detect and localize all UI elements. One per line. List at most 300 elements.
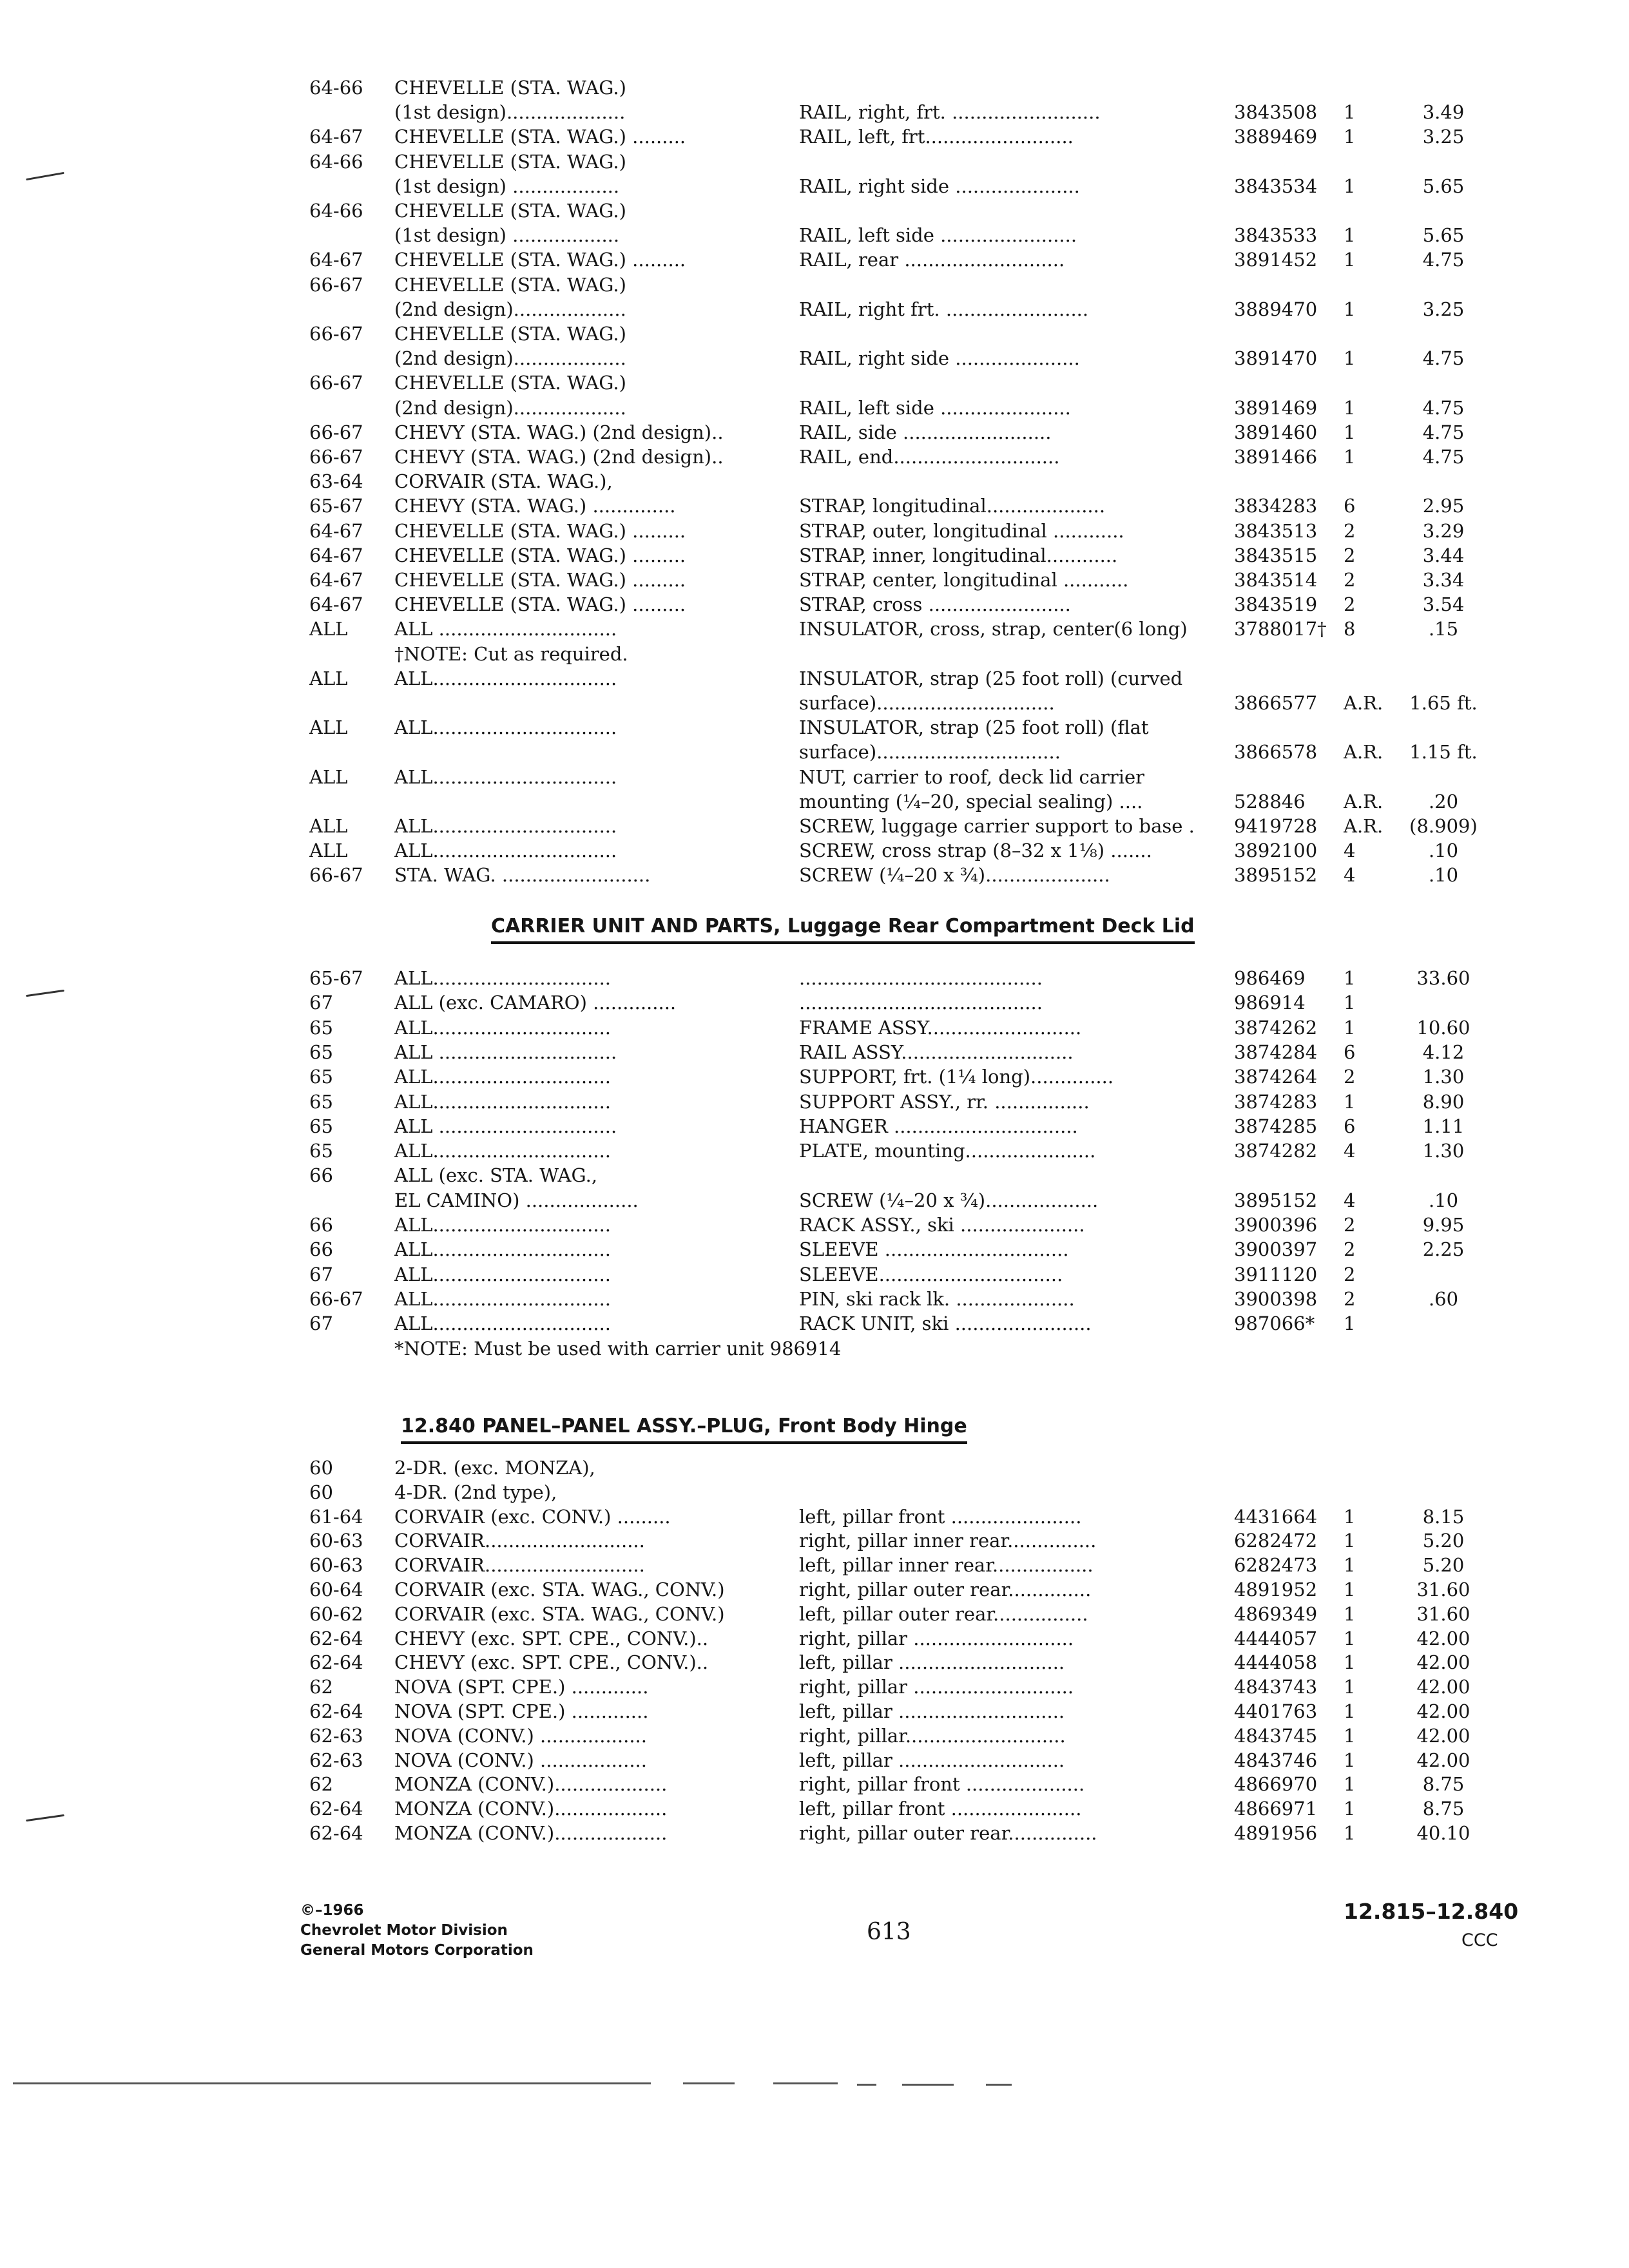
quantity-cell: 6 <box>1344 495 1356 517</box>
part-number-cell: 3891469 <box>1234 396 1318 419</box>
year-cell: 66 <box>309 1238 333 1261</box>
table-row <box>0 1065 1629 1088</box>
table-row <box>0 1529 1629 1552</box>
model-cell: ALL (exc. STA. WAG., <box>394 1164 598 1187</box>
part-number-cell: 3891470 <box>1234 347 1318 370</box>
table-row <box>0 199 1629 222</box>
model-cell: †NOTE: Cut as required. <box>394 642 628 665</box>
year-cell: 62-64 <box>309 1627 363 1649</box>
quantity-cell: 1 <box>1344 1700 1356 1722</box>
model-cell: NOVA (CONV.) .................. <box>394 1724 647 1747</box>
model-cell: (1st design).................... <box>394 101 626 124</box>
quantity-cell: 1 <box>1344 1530 1356 1552</box>
table-row <box>0 1164 1629 1187</box>
table-row <box>0 839 1629 862</box>
year-cell: ALL <box>309 815 348 837</box>
table-row <box>0 1749 1629 1772</box>
description-cell: surface)............................... <box>799 741 1061 764</box>
table-row <box>0 642 1629 666</box>
part-number-cell: 3895152 <box>1234 864 1318 887</box>
quantity-cell: 1 <box>1344 396 1356 419</box>
part-number-cell: 4843743 <box>1234 1676 1318 1698</box>
year-cell: 66 <box>309 1164 333 1187</box>
table-row <box>0 1821 1629 1845</box>
price-cell: 1.30 <box>1422 1140 1465 1162</box>
description-cell: INSULATOR, cross, strap, center(6 long) <box>799 618 1188 640</box>
quantity-cell: 2 <box>1344 544 1356 566</box>
quantity-cell: 1 <box>1344 1724 1356 1747</box>
description-cell: STRAP, cross ........................ <box>799 593 1071 616</box>
part-number-cell: 4866970 <box>1234 1773 1318 1796</box>
model-cell: CHEVELLE (STA. WAG.) <box>394 200 626 222</box>
quantity-cell: 1 <box>1344 101 1356 124</box>
part-number-cell: 9419728 <box>1234 815 1318 837</box>
price-cell: 8.75 <box>1422 1773 1465 1796</box>
price-cell: 5.20 <box>1422 1530 1465 1552</box>
model-cell: CHEVY (exc. SPT. CPE., CONV.).. <box>394 1627 709 1649</box>
description-cell: left, pillar front ...................... <box>799 1505 1082 1528</box>
quantity-cell: 1 <box>1344 175 1356 197</box>
table-row <box>0 1700 1629 1723</box>
price-cell: 1.11 <box>1422 1115 1465 1137</box>
part-number-cell: 3911120 <box>1234 1263 1318 1285</box>
quantity-cell: 4 <box>1344 840 1356 862</box>
description-cell: FRAME ASSY.......................... <box>799 1016 1082 1039</box>
copyright-line: ©–1966 <box>300 1902 364 1919</box>
description-cell: surface).............................. <box>799 692 1055 714</box>
table-row <box>0 863 1629 887</box>
quantity-cell: 2 <box>1344 1263 1356 1285</box>
year-cell: 64-67 <box>309 519 363 542</box>
year-cell: 61-64 <box>309 1505 363 1528</box>
part-number-cell: 3900396 <box>1234 1214 1318 1236</box>
quantity-cell: 1 <box>1344 224 1356 247</box>
quantity-cell: 2 <box>1344 519 1356 542</box>
year-cell: 67 <box>309 992 333 1014</box>
part-number-cell: 3843513 <box>1234 519 1318 542</box>
bottom-rule <box>773 2082 838 2084</box>
price-cell: .20 <box>1428 790 1459 812</box>
quantity-cell: 1 <box>1344 298 1356 320</box>
year-cell: 64-67 <box>309 569 363 591</box>
description-cell: right, pillar ........................... <box>799 1627 1074 1649</box>
description-cell: right, pillar inner rear............... <box>799 1530 1097 1552</box>
table-row <box>0 1505 1629 1528</box>
model-cell: CHEVELLE (STA. WAG.) ......... <box>394 126 686 148</box>
table-row <box>0 76 1629 99</box>
price-cell: 42.00 <box>1416 1749 1470 1771</box>
model-cell: ALL .............................. <box>394 1115 617 1137</box>
description-cell: RACK ASSY., ski ..................... <box>799 1214 1085 1236</box>
year-cell: 66-67 <box>309 372 363 394</box>
model-cell: CHEVELLE (STA. WAG.) <box>394 77 626 99</box>
part-number-cell: 3834283 <box>1234 495 1318 517</box>
price-cell: 9.95 <box>1422 1214 1465 1236</box>
table-row <box>0 1263 1629 1286</box>
part-number-cell: 6282473 <box>1234 1554 1318 1577</box>
part-number-cell: 3874262 <box>1234 1016 1318 1039</box>
year-cell: 65-67 <box>309 495 363 517</box>
year-cell: 67 <box>309 1263 333 1285</box>
price-cell: 4.75 <box>1422 347 1465 370</box>
model-cell: ALL.............................. <box>394 1214 612 1236</box>
model-cell: ALL.............................. <box>394 1238 612 1261</box>
description-cell: right, pillar........................... <box>799 1724 1066 1747</box>
quantity-cell: 1 <box>1344 249 1356 271</box>
description-cell: right, pillar outer rear.............. <box>799 1579 1092 1600</box>
description-cell: right, pillar front .................... <box>799 1773 1085 1796</box>
part-number-cell: 3895152 <box>1234 1189 1318 1211</box>
table-row <box>0 814 1629 838</box>
quantity-cell: 1 <box>1344 967 1356 989</box>
price-cell: 4.75 <box>1422 249 1465 271</box>
price-cell: (8.909) <box>1409 815 1478 837</box>
table-row <box>0 273 1629 296</box>
description-cell: SCREW, luggage carrier support to base . <box>799 815 1195 837</box>
year-cell: 64-66 <box>309 200 363 222</box>
model-cell: ALL............................... <box>394 716 617 739</box>
year-cell: 62-63 <box>309 1749 363 1771</box>
table-row <box>0 1189 1629 1212</box>
year-cell: 66-67 <box>309 273 363 296</box>
description-cell: NUT, carrier to roof, deck lid carrier <box>799 765 1145 788</box>
model-cell: ALL (exc. CAMARO) .............. <box>394 992 677 1014</box>
part-number-cell: 3866578 <box>1234 741 1318 764</box>
table-row <box>0 125 1629 148</box>
bottom-rule <box>683 2082 735 2084</box>
bottom-rule <box>902 2084 954 2086</box>
bottom-rule <box>13 2082 651 2084</box>
model-cell: ALL.............................. <box>394 1312 612 1335</box>
table-row <box>0 1602 1629 1626</box>
description-cell: STRAP, longitudinal.................... <box>799 495 1106 517</box>
model-cell: ALL.............................. <box>394 1066 612 1088</box>
model-cell: CHEVELLE (STA. WAG.) ......... <box>394 593 686 616</box>
description-cell: STRAP, inner, longitudinal............ <box>799 544 1118 566</box>
quantity-cell: 1 <box>1344 446 1356 468</box>
section-title-carrier-unit: CARRIER UNIT AND PARTS, Luggage Rear Compartment Deck Lid <box>491 915 1195 944</box>
price-cell: 3.44 <box>1422 544 1465 566</box>
model-cell: MONZA (CONV.)................... <box>394 1798 668 1820</box>
model-cell: ALL.............................. <box>394 967 612 989</box>
model-cell: (2nd design)................... <box>394 298 626 320</box>
model-cell: ALL.............................. <box>394 1140 612 1162</box>
quantity-cell: 2 <box>1344 1214 1356 1236</box>
price-cell: .15 <box>1428 618 1459 640</box>
price-cell: 1.30 <box>1422 1066 1465 1088</box>
part-number-cell: 3889470 <box>1234 298 1318 320</box>
quantity-cell: 1 <box>1344 1579 1356 1600</box>
model-cell: *NOTE: Must be used with carrier unit 986914 <box>394 1337 842 1360</box>
quantity-cell: 4 <box>1344 1140 1356 1162</box>
quantity-cell: 1 <box>1344 1554 1356 1577</box>
quantity-cell: 2 <box>1344 1287 1356 1310</box>
price-cell: 3.34 <box>1422 569 1465 591</box>
year-cell: 62-64 <box>309 1798 363 1820</box>
section-title-12-840: 12.840 PANEL–PANEL ASSY.–PLUG, Front Body Hinge <box>401 1415 967 1444</box>
footer-publisher <box>300 1901 534 1961</box>
part-number-cell: 3874282 <box>1234 1140 1318 1162</box>
model-cell: MONZA (CONV.)................... <box>394 1773 668 1796</box>
quantity-cell: 1 <box>1344 1773 1356 1796</box>
price-cell: .10 <box>1428 1189 1459 1211</box>
table-row <box>0 790 1629 813</box>
year-cell: 66-67 <box>309 446 363 468</box>
model-cell: CHEVY (exc. SPT. CPE., CONV.).. <box>394 1651 709 1674</box>
part-number-cell: 3843515 <box>1234 544 1318 566</box>
price-cell: 3.54 <box>1422 593 1465 616</box>
quantity-cell: 1 <box>1344 1016 1356 1039</box>
part-number-cell: 4843745 <box>1234 1724 1318 1747</box>
quantity-cell: 1 <box>1344 1676 1356 1698</box>
part-number-cell: 986469 <box>1234 967 1306 989</box>
part-number-cell: 3843534 <box>1234 175 1318 197</box>
year-cell: 67 <box>309 1312 333 1335</box>
description-cell: RAIL, side ......................... <box>799 421 1052 443</box>
part-number-cell: 4891952 <box>1234 1579 1318 1600</box>
year-cell: 65 <box>309 1090 333 1113</box>
part-number-cell: 3874284 <box>1234 1041 1318 1063</box>
quantity-cell: A.R. <box>1344 815 1383 837</box>
part-number-cell: 3891452 <box>1234 249 1318 271</box>
year-cell: 66-67 <box>309 1287 363 1310</box>
year-cell: 60-63 <box>309 1554 363 1577</box>
model-cell: ALL............................... <box>394 667 617 689</box>
table-row <box>0 298 1629 321</box>
year-cell: 64-67 <box>309 249 363 271</box>
part-number-cell: 3843514 <box>1234 569 1318 591</box>
description-cell: left, pillar ............................ <box>799 1749 1065 1771</box>
description-cell: HANGER ............................... <box>799 1115 1078 1137</box>
table-row <box>0 1578 1629 1601</box>
part-number-cell: 4869349 <box>1234 1602 1318 1625</box>
part-number-cell: 3788017† <box>1234 618 1327 640</box>
model-cell: 4-DR. (2nd type), <box>394 1481 557 1503</box>
table-row <box>0 593 1629 616</box>
model-cell: STA. WAG. ......................... <box>394 864 651 887</box>
year-cell: 62 <box>309 1676 333 1698</box>
year-cell: 65-67 <box>309 967 363 989</box>
model-cell: CHEVY (STA. WAG.) (2nd design).. <box>394 446 724 468</box>
price-cell: 5.65 <box>1422 175 1465 197</box>
price-cell: 31.60 <box>1416 1579 1470 1600</box>
table-row <box>0 691 1629 715</box>
year-cell: ALL <box>309 765 348 788</box>
table-row <box>0 1139 1629 1162</box>
part-number-cell: 3874285 <box>1234 1115 1318 1137</box>
model-cell: CHEVELLE (STA. WAG.) <box>394 323 626 345</box>
table-row <box>0 1238 1629 1261</box>
quantity-cell: 1 <box>1344 1090 1356 1113</box>
price-cell: 10.60 <box>1416 1016 1470 1039</box>
model-cell: CHEVELLE (STA. WAG.) ......... <box>394 544 686 566</box>
year-cell: 65 <box>309 1016 333 1039</box>
table-row <box>0 1090 1629 1113</box>
section-range: 12.815–12.840 <box>1344 1899 1519 1924</box>
page-number: 613 <box>867 1919 911 1945</box>
model-cell: ALL............................... <box>394 815 617 837</box>
model-cell: CORVAIR (STA. WAG.), <box>394 470 613 493</box>
model-cell: ALL.............................. <box>394 1263 612 1285</box>
price-cell: 1.15 ft. <box>1409 741 1478 764</box>
price-cell: 42.00 <box>1416 1724 1470 1747</box>
model-cell: CHEVY (STA. WAG.) .............. <box>394 495 676 517</box>
model-cell: ALL .............................. <box>394 1041 617 1063</box>
description-cell: SUPPORT, frt. (1¼ long).............. <box>799 1066 1114 1088</box>
year-cell: 62-64 <box>309 1700 363 1722</box>
price-cell: 8.15 <box>1422 1505 1465 1528</box>
quantity-cell: 1 <box>1344 1822 1356 1844</box>
model-cell: CORVAIR........................... <box>394 1554 645 1577</box>
year-cell: 64-66 <box>309 77 363 99</box>
table-row <box>0 470 1629 493</box>
model-cell: CHEVELLE (STA. WAG.) <box>394 273 626 296</box>
description-cell: right, pillar outer rear............... <box>799 1822 1097 1844</box>
description-cell: SCREW (¼–20 x ¾)..................... <box>799 864 1110 887</box>
year-cell: 60-63 <box>309 1530 363 1552</box>
price-cell: .60 <box>1428 1287 1459 1310</box>
description-cell: INSULATOR, strap (25 foot roll) (flat <box>799 716 1149 739</box>
part-number-cell: 4866971 <box>1234 1798 1318 1820</box>
description-cell: SLEEVE............................... <box>799 1263 1063 1285</box>
description-cell: left, pillar outer rear................ <box>799 1602 1088 1625</box>
table-row <box>0 519 1629 543</box>
year-cell: ALL <box>309 840 348 862</box>
table-row <box>0 991 1629 1014</box>
table-row <box>0 1651 1629 1674</box>
price-cell: 2.25 <box>1422 1238 1465 1261</box>
model-cell: CORVAIR (exc. CONV.) ......... <box>394 1505 671 1528</box>
quantity-cell: 4 <box>1344 1189 1356 1211</box>
description-cell: RACK UNIT, ski ....................... <box>799 1312 1092 1335</box>
part-number-cell: 986914 <box>1234 992 1306 1014</box>
description-cell: RAIL, rear ........................... <box>799 249 1065 271</box>
model-cell: EL CAMINO) ................... <box>394 1189 639 1211</box>
price-cell: 8.90 <box>1422 1090 1465 1113</box>
model-cell: 2-DR. (exc. MONZA), <box>394 1457 595 1479</box>
price-cell: 2.95 <box>1422 495 1465 517</box>
table-row <box>0 371 1629 394</box>
year-cell: 65 <box>309 1115 333 1137</box>
description-cell: ......................................... <box>799 992 1043 1014</box>
price-cell: 42.00 <box>1416 1700 1470 1722</box>
model-cell: CHEVY (STA. WAG.) (2nd design).. <box>394 421 724 443</box>
quantity-cell: 2 <box>1344 1066 1356 1088</box>
price-cell: 40.10 <box>1416 1822 1470 1844</box>
table-row <box>0 966 1629 990</box>
table-row <box>0 101 1629 124</box>
table-row <box>0 1312 1629 1335</box>
part-number-cell: 3889469 <box>1234 126 1318 148</box>
quantity-cell: 1 <box>1344 992 1356 1014</box>
model-cell: NOVA (SPT. CPE.) ............. <box>394 1700 649 1722</box>
table-row <box>0 494 1629 517</box>
division-line: Chevrolet Motor Division <box>300 1922 508 1939</box>
year-cell: 65 <box>309 1140 333 1162</box>
description-cell: PLATE, mounting...................... <box>799 1140 1096 1162</box>
model-cell: CORVAIR........................... <box>394 1530 645 1552</box>
description-cell: left, pillar ............................ <box>799 1651 1065 1674</box>
table-row <box>0 1773 1629 1796</box>
table-row <box>0 322 1629 345</box>
description-cell: RAIL, right side ..................... <box>799 175 1080 197</box>
corporation-line: General Motors Corporation <box>300 1942 534 1959</box>
part-number-cell: 4431664 <box>1234 1505 1318 1528</box>
model-cell: NOVA (CONV.) .................. <box>394 1749 647 1771</box>
table-row <box>0 1337 1629 1360</box>
year-cell: 66 <box>309 1214 333 1236</box>
year-cell: ALL <box>309 667 348 689</box>
quantity-cell: 2 <box>1344 569 1356 591</box>
table-row <box>0 150 1629 173</box>
year-cell: 60-64 <box>309 1579 363 1600</box>
description-cell: RAIL, left, frt......................... <box>799 126 1074 148</box>
model-cell: (2nd design)................... <box>394 396 626 419</box>
model-cell: CHEVELLE (STA. WAG.) <box>394 372 626 394</box>
description-cell: RAIL ASSY............................. <box>799 1041 1074 1063</box>
catalog-code: CCC <box>1461 1930 1498 1950</box>
model-cell: (2nd design)................... <box>394 347 626 370</box>
price-cell: 3.49 <box>1422 101 1465 124</box>
year-cell: 66-67 <box>309 323 363 345</box>
price-cell: 3.25 <box>1422 298 1465 320</box>
table-row <box>0 347 1629 370</box>
part-number-cell: 3891466 <box>1234 446 1318 468</box>
table-row <box>0 396 1629 419</box>
table-row <box>0 1553 1629 1577</box>
model-cell: (1st design) .................. <box>394 224 620 247</box>
price-cell: 42.00 <box>1416 1651 1470 1674</box>
description-cell: left, pillar front ...................... <box>799 1798 1082 1820</box>
quantity-cell: 2 <box>1344 593 1356 616</box>
part-number-cell: 528846 <box>1234 790 1306 812</box>
model-cell: MONZA (CONV.)................... <box>394 1822 668 1844</box>
year-cell: 64-67 <box>309 126 363 148</box>
description-cell: RAIL, left side ....................... <box>799 224 1077 247</box>
table-row <box>0 1797 1629 1820</box>
table-row <box>0 1481 1629 1504</box>
quantity-cell: A.R. <box>1344 741 1383 764</box>
description-cell: STRAP, outer, longitudinal ............ <box>799 519 1124 542</box>
part-number-cell: 3874264 <box>1234 1066 1318 1088</box>
price-cell: 4.12 <box>1422 1041 1465 1063</box>
year-cell: ALL <box>309 716 348 739</box>
model-cell: ALL............................... <box>394 765 617 788</box>
quantity-cell: 1 <box>1344 1312 1356 1335</box>
part-number-cell: 6282472 <box>1234 1530 1318 1552</box>
quantity-cell: 4 <box>1344 864 1356 887</box>
description-cell: ......................................... <box>799 967 1043 989</box>
description-cell: right, pillar ........................... <box>799 1676 1074 1698</box>
table-row <box>0 1041 1629 1064</box>
description-cell: STRAP, center, longitudinal ........... <box>799 569 1129 591</box>
table-row <box>0 667 1629 690</box>
part-number-cell: 3900397 <box>1234 1238 1318 1261</box>
year-cell: 60-62 <box>309 1602 363 1625</box>
quantity-cell: 8 <box>1344 618 1356 640</box>
part-number-cell: 3874283 <box>1234 1090 1318 1113</box>
year-cell: 64-67 <box>309 593 363 616</box>
year-cell: 66-67 <box>309 864 363 887</box>
description-cell: SUPPORT ASSY., rr. ................ <box>799 1090 1090 1113</box>
bottom-rule <box>857 2084 876 2086</box>
part-number-cell: 3891460 <box>1234 421 1318 443</box>
quantity-cell: 1 <box>1344 421 1356 443</box>
quantity-cell: 6 <box>1344 1041 1356 1063</box>
model-cell: CORVAIR (exc. STA. WAG., CONV.) <box>394 1602 725 1625</box>
price-cell: .10 <box>1428 864 1459 887</box>
price-cell: 4.75 <box>1422 421 1465 443</box>
